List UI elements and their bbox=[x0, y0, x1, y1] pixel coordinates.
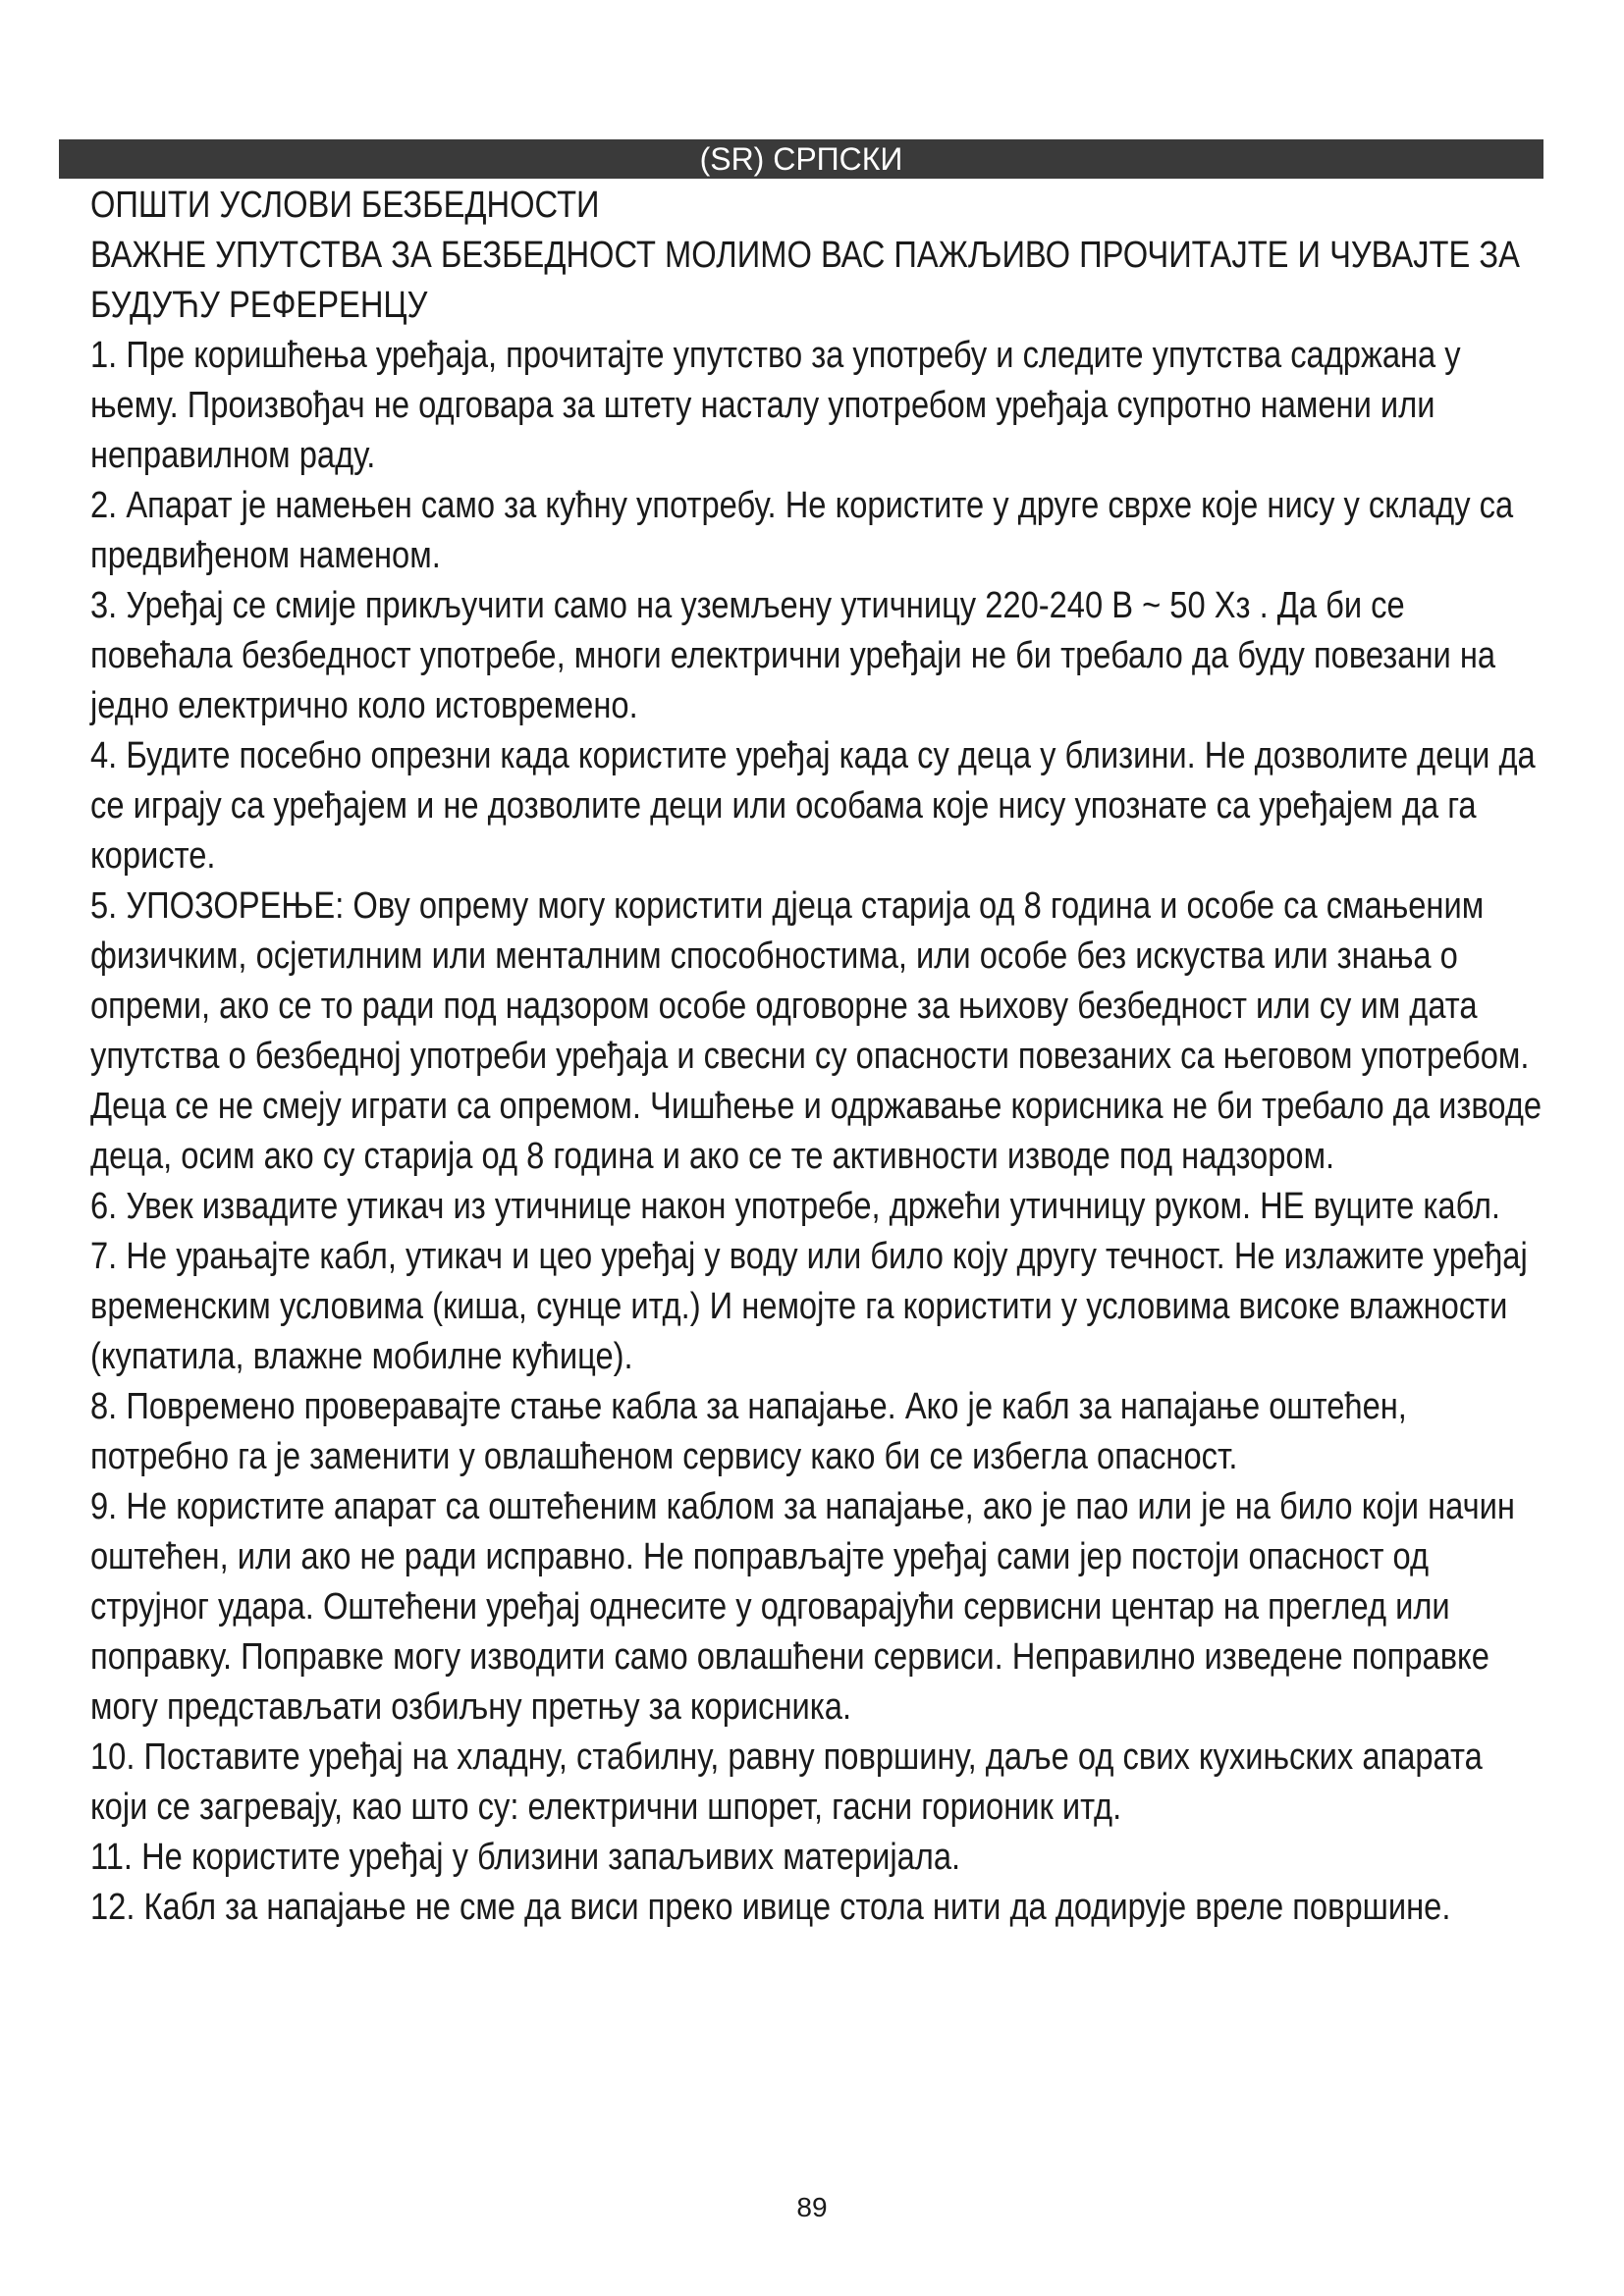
instruction-item-5: 5. УПОЗОРЕЊЕ: Ову опрему могу користити дјеца старија од 8 година и особе са смањеним физичким, осјетилним или менталним способностима, или особе без искуства или знања о опреми, ако се то ради под надзором особе одговорне за њихову безбедност или су им дата упутства о безбедној употреби уређаја и свесни су опасности повезаних са његовом употребом. Деца се не смеју играти са опремом. Чишћење и одржавање корисника не би требало да изводе деца, осим ако су старија од 8 година и ако се те активности изводе под надзором. bbox=[90, 885, 1543, 1177]
instruction-item-8: 8. Повремено проверавајте стање кабла за напајање. Ако је кабл за напајање оштећен, потребно га је заменити у овлашћеном сервису како би се избегла опасност. bbox=[90, 1386, 1407, 1477]
language-label: (SR) СРПСКИ bbox=[699, 141, 903, 177]
section-subtitle: ВАЖНЕ УПУТСТВА ЗА БЕЗБЕДНОСТ МОЛИМО ВАС ПАЖЉИВО ПРОЧИТАЈТЕ И ЧУВАЈТЕ ЗА БУДУЋУ РЕФЕРЕНЦУ bbox=[90, 235, 1520, 326]
instruction-item-7: 7. Не урањајте кабл, утикач и цео уређај у воду или било коју другу течност. Не излажите уређај временским условима (киша, сунце итд.) И немојте га користити у условима високе влажности (купатила, влажне мобилне кућице). bbox=[90, 1236, 1528, 1377]
instruction-item-12: 12. Кабл за напајање не сме да виси преко ивице стола нити да додирује вреле површине. bbox=[90, 1887, 1451, 1928]
instruction-item-3: 3. Уређај се смије прикључити само на уземљену утичницу 220-240 В ~ 50 Хз . Да би се повећала безбедност употребе, многи електрични уређаји не би требало да буду повезани на једно електрично коло истовремено. bbox=[90, 585, 1496, 726]
safety-instructions bbox=[90, 181, 1543, 1933]
instruction-item-4: 4. Будите посебно опрезни када користите уређај када су деца у близини. Не дозволите деци да се играју са уређајем и не дозволите деци или особама које нису упознате са уређајем да га користе. bbox=[90, 735, 1536, 877]
instruction-item-10: 10. Поставите уређај на хладну, стабилну, равну површину, даље од свих кухињских апарата који се загревају, као што су: електрични шпорет, гасни горионик итд. bbox=[90, 1736, 1483, 1828]
section-title: ОПШТИ УСЛОВИ БЕЗБЕДНОСТИ bbox=[90, 185, 600, 226]
instruction-item-1: 1. Пре коришћења уређаја, прочитајте упутство за употребу и следите упутства садржана у њему. Произвођач не одговара за штету насталу употребом уређаја супротно намени или неправилном раду. bbox=[90, 335, 1461, 476]
instruction-item-2: 2. Апарат је намењен само за кућну употребу. Не користите у друге сврхе које нису у складу са предвиђеном наменом. bbox=[90, 485, 1514, 576]
language-header-bar bbox=[59, 139, 1543, 179]
page-number: 89 bbox=[796, 2192, 828, 2222]
instruction-item-6: 6. Увек извадите утикач из утичнице након употребе, држећи утичницу руком. НЕ вуците кабл. bbox=[90, 1186, 1500, 1227]
instruction-item-9: 9. Не користите апарат са оштећеним каблом за напајање, ако је пао или је на било који начин оштећен, или ако не ради исправно. Не поправљајте уређај сами јер постоји опасност од струјног удара. Оштећени уређај однесите у одговарајући сервисни центар на преглед или поправку. Поправке могу изводити само овлашћени сервиси. Неправилно изведене поправке могу представљати озбиљну претњу за корисника. bbox=[90, 1486, 1515, 1728]
instruction-item-11: 11. Не користите уређај у близини запаљивих материјала. bbox=[90, 1837, 961, 1878]
